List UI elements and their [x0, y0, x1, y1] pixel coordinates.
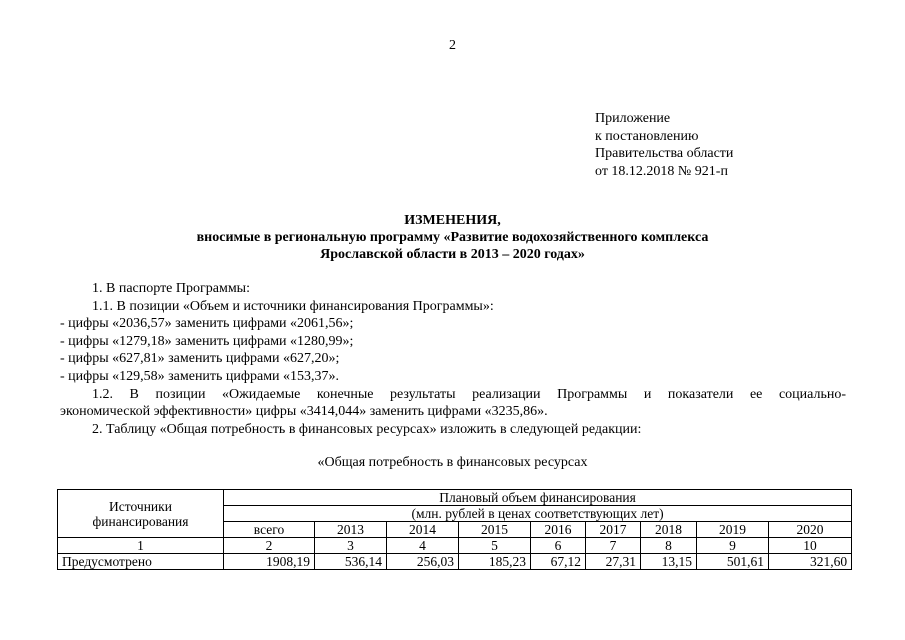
table-column-header: 2015 — [459, 522, 531, 538]
finance-table — [57, 489, 852, 570]
table-cell: 1 — [58, 538, 224, 554]
paragraph: 1.2. В позиции «Ожидаемые конечные результаты реализации Программы и показатели ее социально- — [92, 386, 846, 402]
page-number: 2 — [449, 38, 456, 53]
table-cell: 2 — [224, 538, 315, 554]
table-column-header: 2016 — [531, 522, 586, 538]
table-cell: 1908,19 — [224, 554, 315, 570]
appendix-line: от 18.12.2018 № 921-п — [595, 163, 728, 179]
list-item: - цифры «627,81» заменить цифрами «627,20»; — [60, 351, 340, 367]
table-cell: 4 — [387, 538, 459, 554]
list-item: - цифры «1279,18» заменить цифрами «1280,99»; — [60, 333, 354, 349]
table-column-header: 2017 — [586, 522, 641, 538]
table-caption: «Общая потребность в финансовых ресурсах — [317, 455, 588, 470]
appendix-line: Правительства области — [595, 146, 734, 161]
table-cell: 6 — [531, 538, 586, 554]
appendix-line: к постановлению — [595, 128, 699, 144]
table-cell: 10 — [769, 538, 852, 554]
table-header-volume: Плановый объем финансирования — [224, 490, 852, 506]
table-column-header: 2013 — [315, 522, 387, 538]
paragraph: экономической эффективности» цифры «3414,044» заменить цифрами «3235,86». — [60, 404, 548, 420]
table-cell: 256,03 — [387, 554, 459, 570]
appendix-line: Приложение — [595, 111, 671, 126]
document-heading — [0, 212, 905, 263]
table-cell: 7 — [586, 538, 641, 554]
heading-subtitle: Ярославской области в 2013 – 2020 годах» — [320, 247, 585, 262]
table-header-row — [58, 490, 852, 506]
list-item: - цифры «129,58» заменить цифрами «153,37». — [60, 368, 340, 384]
table-row — [58, 554, 852, 570]
paragraph: 1.1. В позиции «Объем и источники финансирования Программы»: — [92, 298, 494, 314]
table-cell: 27,31 — [586, 554, 641, 570]
table-cell: 8 — [641, 538, 697, 554]
paragraph: 1. В паспорте Программы: — [92, 281, 250, 296]
table-header-units: (млн. рублей в ценах соответствующих лет) — [224, 506, 852, 522]
table-row-label: Предусмотрено — [58, 554, 224, 570]
table-column-header: 2020 — [769, 522, 852, 538]
table-cell: 13,15 — [641, 554, 697, 570]
table-cell: 321,60 — [769, 554, 852, 570]
table-header-source: Источники финансирования — [58, 490, 224, 538]
table-cell: 3 — [315, 538, 387, 554]
table-cell: 5 — [459, 538, 531, 554]
heading-subtitle: вносимые в региональную программу «Развитие водохозяйственного комплекса — [196, 230, 709, 245]
table-column-header: 2018 — [641, 522, 697, 538]
table-column-header: 2019 — [697, 522, 769, 538]
list-item: - цифры «2036,57» заменить цифрами «2061,56»; — [60, 316, 354, 332]
table-column-header: 2014 — [387, 522, 459, 538]
paragraph: 2. Таблицу «Общая потребность в финансовых ресурсах» изложить в следующей редакции: — [92, 421, 642, 437]
table-column-header: всего — [224, 522, 315, 538]
document-body — [60, 280, 846, 438]
heading-title: ИЗМЕНЕНИЯ, — [404, 213, 501, 228]
appendix-block — [595, 110, 733, 180]
table-cell: 536,14 — [315, 554, 387, 570]
table-cell: 9 — [697, 538, 769, 554]
table-cell: 501,61 — [697, 554, 769, 570]
table-cell: 185,23 — [459, 554, 531, 570]
table-numbering-row — [58, 538, 852, 554]
table-cell: 67,12 — [531, 554, 586, 570]
